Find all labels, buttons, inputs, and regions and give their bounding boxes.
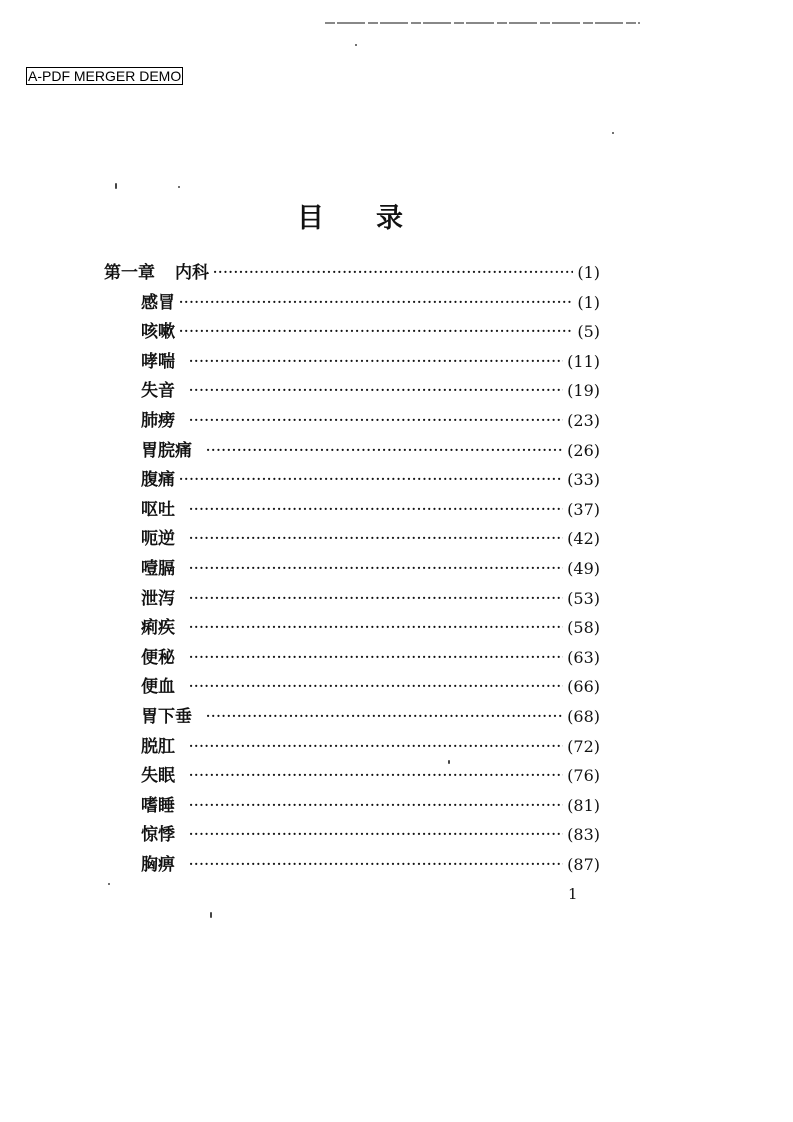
toc-entry-row[interactable] <box>104 347 600 377</box>
toc-entry-row[interactable] <box>104 850 600 880</box>
toc-entry-row[interactable] <box>104 584 600 614</box>
toc-entry-page: (63) <box>567 647 600 667</box>
toc-chapter-row[interactable] <box>104 258 600 288</box>
chapter-name: 内科 <box>175 263 209 283</box>
toc-entry-label: 哮喘 <box>141 351 175 372</box>
dot-leader <box>189 591 563 605</box>
toc-entry-page: (5) <box>577 322 600 342</box>
toc-entry-page: (33) <box>567 470 600 490</box>
toc-entry-row[interactable] <box>104 820 600 850</box>
toc-entry-page: (68) <box>567 706 600 726</box>
toc-entry-page: (23) <box>567 410 600 430</box>
dot-leader <box>189 413 563 427</box>
dot-leader <box>189 531 563 545</box>
toc-entry-row[interactable] <box>104 613 600 643</box>
scan-speck <box>612 132 614 134</box>
toc-entry-row[interactable] <box>104 436 600 466</box>
toc-entry-label: 感冒 <box>141 292 175 313</box>
toc-entry-label: 胃脘痛 <box>141 440 192 461</box>
dot-leader <box>189 502 563 516</box>
toc-entry-page: (42) <box>567 529 600 549</box>
dot-leader <box>206 709 563 723</box>
toc-entry-label: 便血 <box>141 677 175 698</box>
toc-entry-page: (87) <box>567 854 600 874</box>
toc-entry-page: (76) <box>567 766 600 786</box>
dot-leader <box>189 768 563 782</box>
toc-entry-label: 咳嗽 <box>141 322 175 343</box>
toc-entry-label: 惊悸 <box>141 825 175 846</box>
dot-leader <box>213 265 573 279</box>
toc-entry-row[interactable] <box>104 406 600 436</box>
dot-leader <box>189 679 563 693</box>
toc-entry-page: (49) <box>567 558 600 578</box>
dot-leader <box>189 620 563 634</box>
toc-entry-page: (58) <box>567 618 600 638</box>
scan-speck <box>108 883 110 885</box>
toc-entry-page: (83) <box>567 825 600 845</box>
toc-entry-row[interactable] <box>104 761 600 791</box>
toc-entry-page: (72) <box>567 736 600 756</box>
dot-leader <box>189 383 563 397</box>
toc-entry-row[interactable] <box>104 732 600 762</box>
toc-entry-label: 痢疾 <box>141 618 175 639</box>
dot-leader <box>206 443 563 457</box>
scan-speck <box>115 183 117 189</box>
dot-leader <box>179 324 573 338</box>
toc-entry-label: 脱肛 <box>141 736 175 757</box>
toc-entry-label: 胃下垂 <box>141 706 192 727</box>
toc-entry-row[interactable] <box>104 554 600 584</box>
dot-leader <box>189 798 563 812</box>
toc-entry-row[interactable] <box>104 791 600 821</box>
toc-entry-page: (11) <box>567 351 600 371</box>
dot-leader <box>179 295 573 309</box>
toc-entry-label: 便秘 <box>141 647 175 668</box>
scan-artifact-line <box>325 22 640 24</box>
dot-leader <box>179 472 563 486</box>
scan-speck <box>210 912 212 918</box>
dot-leader <box>189 354 563 368</box>
chapter-page: (1) <box>577 263 600 282</box>
toc-entry-label: 嗜睡 <box>141 795 175 816</box>
toc-entry-row[interactable] <box>104 376 600 406</box>
page-title: 目录 <box>297 203 455 234</box>
dot-leader <box>189 739 563 753</box>
dot-leader <box>189 857 563 871</box>
scan-speck <box>178 186 180 188</box>
table-of-contents <box>104 258 600 879</box>
toc-entry-row[interactable] <box>104 465 600 495</box>
toc-entry-label: 肺痨 <box>141 410 175 431</box>
toc-entry-page: (53) <box>567 588 600 608</box>
scan-speck <box>355 44 357 46</box>
toc-entry-label: 噎膈 <box>141 558 175 579</box>
toc-entry-label: 呃逆 <box>141 529 175 550</box>
watermark-banner: A-PDF MERGER DEMO <box>28 68 182 84</box>
toc-entry-label: 胸痹 <box>141 854 175 875</box>
toc-entry-row[interactable] <box>104 643 600 673</box>
dot-leader <box>189 561 563 575</box>
toc-entry-page: (1) <box>577 292 600 312</box>
chapter-number: 第一章 <box>104 263 155 283</box>
toc-entry-row[interactable] <box>104 702 600 732</box>
page-number: 1 <box>568 885 578 903</box>
toc-entry-page: (37) <box>567 499 600 519</box>
toc-entry-row[interactable] <box>104 288 600 318</box>
toc-entry-row[interactable] <box>104 672 600 702</box>
toc-entry-row[interactable] <box>104 524 600 554</box>
toc-entry-page: (19) <box>567 381 600 401</box>
toc-entry-label: 泄泻 <box>141 588 175 609</box>
toc-entry-page: (66) <box>567 677 600 697</box>
toc-entry-page: (81) <box>567 795 600 815</box>
toc-entry-row[interactable] <box>104 317 600 347</box>
dot-leader <box>189 650 563 664</box>
toc-entry-label: 失音 <box>141 381 175 402</box>
toc-entry-row[interactable] <box>104 495 600 525</box>
toc-entry-label: 失眠 <box>141 766 175 787</box>
toc-entry-label: 呕吐 <box>141 499 175 520</box>
toc-entry-label: 腹痛 <box>141 470 175 491</box>
toc-entry-page: (26) <box>567 440 600 460</box>
dot-leader <box>189 827 563 841</box>
